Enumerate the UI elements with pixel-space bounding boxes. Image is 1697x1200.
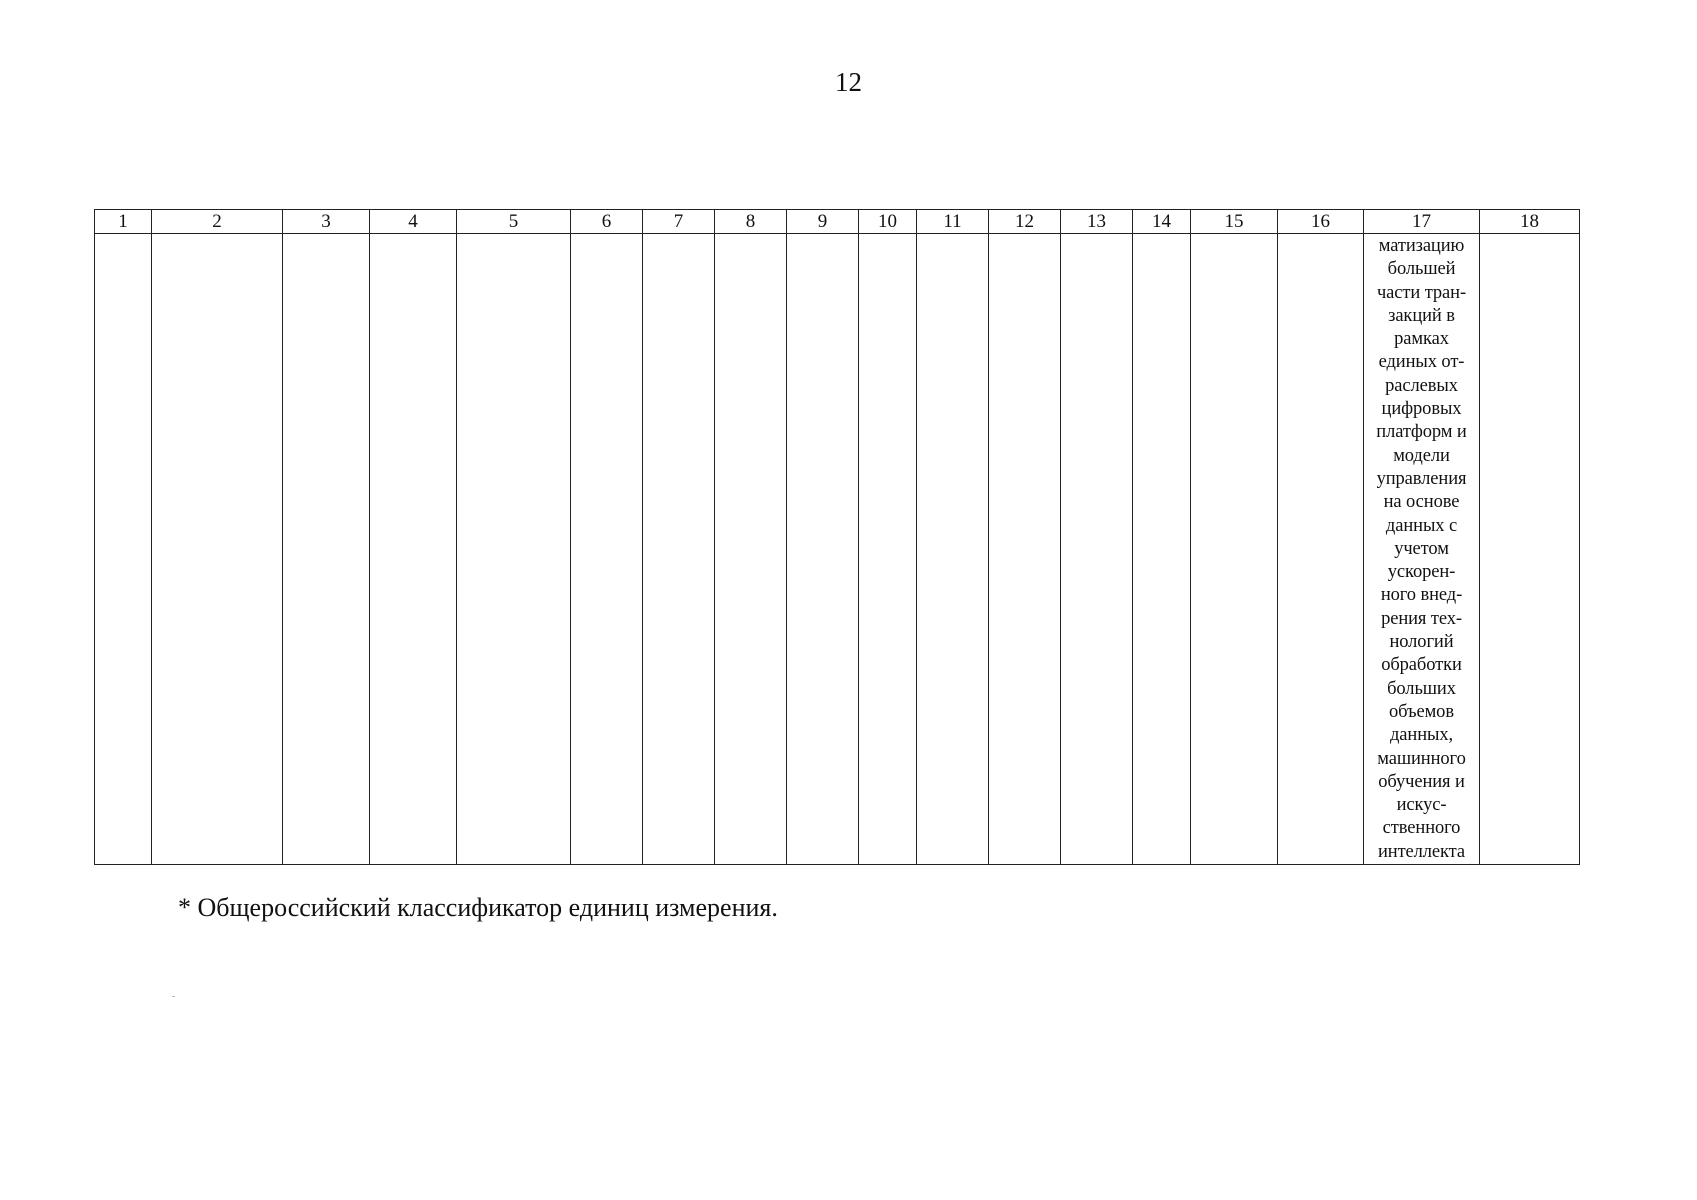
text-line: раслевых [1385,375,1458,396]
text-line: учетом [1394,538,1449,559]
table-cell-9 [787,234,859,865]
text-line: машинного [1377,748,1466,769]
table-cell-12 [989,234,1061,865]
footnote: * Общероссийский классификатор единиц измерения. [178,893,778,922]
text-line: рамках [1394,329,1449,350]
column-header-12: 12 [989,210,1061,234]
table-cell-15 [1191,234,1278,865]
text-line: модели [1393,445,1450,466]
table-cell-3 [283,234,370,865]
column-header-18: 18 [1480,210,1580,234]
table-cell-10 [859,234,917,865]
table-cell-18 [1480,234,1580,865]
table-cell-14 [1133,234,1191,865]
text-line: ного внед- [1380,585,1463,606]
text-line: данных, [1389,725,1454,746]
text-line: больших [1387,678,1456,699]
text-line: искус- [1396,795,1447,816]
table-cell-2 [152,234,283,865]
column-header-7: 7 [643,210,715,234]
text-line: обучения и [1378,771,1465,792]
table-cell-11 [917,234,989,865]
text-line: нологий [1389,632,1454,653]
table-cell-5 [457,234,571,865]
data-table [94,209,1580,865]
column-header-11: 11 [917,210,989,234]
table-row [95,234,1580,865]
column-header-14: 14 [1133,210,1191,234]
table-cell-16 [1278,234,1364,865]
column-header-15: 15 [1191,210,1278,234]
column-header-2: 2 [152,210,283,234]
text-line: единых от- [1378,352,1465,373]
column-header-4: 4 [370,210,457,234]
table-cell-1 [95,234,152,865]
table-cell-17 [1364,234,1480,865]
table-cell-13 [1061,234,1133,865]
text-line: данных с [1385,515,1458,536]
column-header-5: 5 [457,210,571,234]
table-cell-6 [571,234,643,865]
column-header-13: 13 [1061,210,1133,234]
text-line: обработки [1381,655,1462,676]
text-line: интеллекта [1377,841,1466,862]
text-line: ственного [1382,818,1461,839]
column-header-1: 1 [95,210,152,234]
text-line: закций в [1388,305,1455,326]
table-cell-7 [643,234,715,865]
column-header-6: 6 [571,210,643,234]
table-cell-4 [370,234,457,865]
table-header-row [95,210,1580,234]
text-line: управления [1376,468,1467,489]
text-line: на основе [1383,492,1460,513]
column-header-9: 9 [787,210,859,234]
text-line: рения тех- [1381,608,1462,629]
column-header-3: 3 [283,210,370,234]
text-line: ускорен- [1387,562,1456,583]
column-header-16: 16 [1278,210,1364,234]
column-header-17: 17 [1364,210,1480,234]
column-header-10: 10 [859,210,917,234]
text-line: матизацию [1378,236,1465,256]
text-line: цифровых [1381,399,1462,420]
text-line: платформ и [1376,422,1467,443]
page-number: 12 [835,67,862,97]
column-17-text [1364,234,1479,864]
column-header-8: 8 [715,210,787,234]
text-line: большей [1387,259,1456,280]
text-line: объемов [1389,701,1454,722]
scan-artifact [172,996,175,997]
table-cell-8 [715,234,787,865]
text-line: части тран- [1376,282,1467,303]
